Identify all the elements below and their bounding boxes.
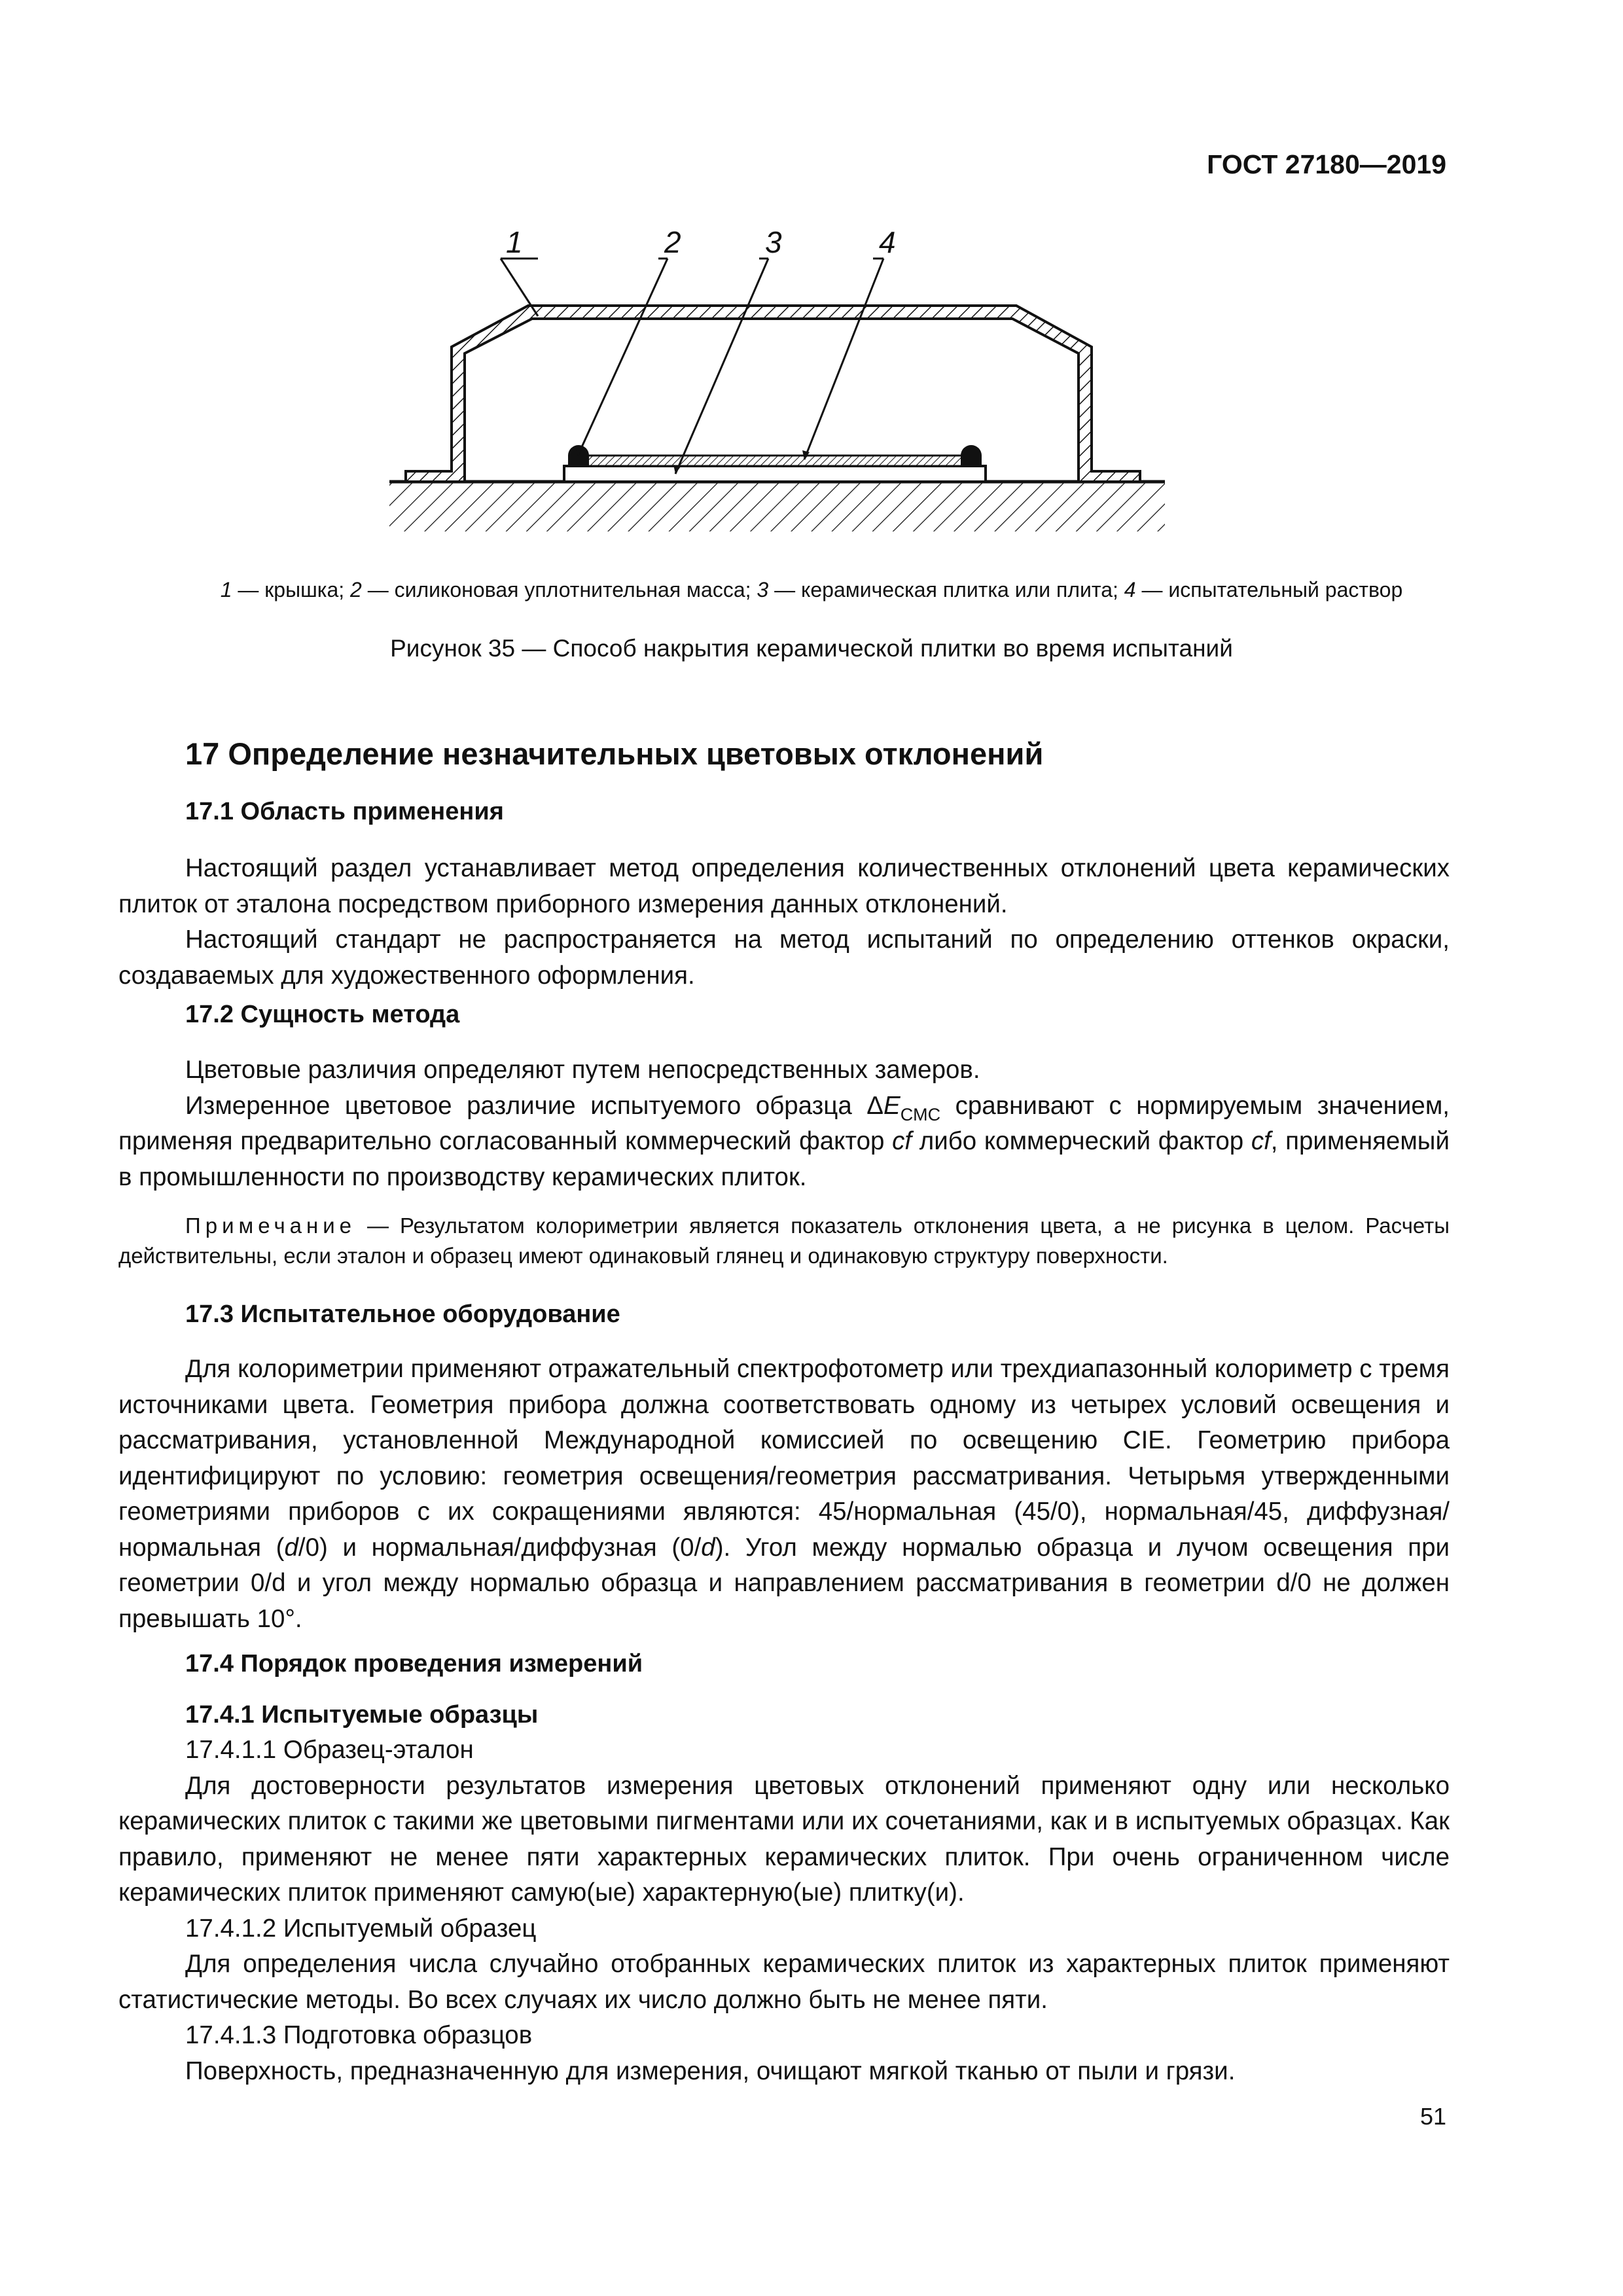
text-run: ). Угол между нормалью образца и лучом освещения при геометрии 0/d и угол между нормалью образца и направлением рассматривания в геометрии d/0 не должен превышать 10°. bbox=[118, 1533, 1450, 1633]
paragraph: Для определения числа случайно отобранных керамических плиток из характерных плиток применяют статистические методы. Во всех случаях их число должно быть не менее пяти. bbox=[118, 1950, 1450, 2014]
paragraph: Настоящий раздел устанавливает метод определения количественных отклонений цвета керамических плиток от эталона посредством приборного измерения данных отклонений. bbox=[118, 854, 1450, 918]
section-17-3-heading: 17.3 Испытательное оборудование bbox=[185, 1300, 620, 1328]
callout-label-1: 1 bbox=[506, 225, 523, 259]
figure-35-diagram bbox=[366, 223, 1178, 563]
paragraph bbox=[118, 1088, 1450, 1196]
section-17-title: 17 Определение незначительных цветовых отклонений bbox=[185, 736, 1044, 771]
section-17-4-heading: 17.4 Порядок проведения измерений bbox=[185, 1650, 643, 1677]
text-run: , применяемый в промышленности по производству керамических плиток. bbox=[118, 1127, 1450, 1191]
text-run: сравнивают с нормируемым значением, применяя предварительно согласованный коммерческий фактор bbox=[118, 1091, 1450, 1155]
d-symbol: d bbox=[284, 1533, 298, 1562]
paragraph bbox=[118, 1352, 1450, 1637]
paragraph: Цветовые различия определяют путем непосредственных замеров. bbox=[185, 1056, 980, 1084]
test-solution bbox=[580, 456, 970, 466]
paragraph: Поверхность, предназначенную для измерения, очищают мягкой тканью от пыли и грязи. bbox=[185, 2056, 1236, 2085]
leader-line-3 bbox=[675, 259, 768, 474]
note-text: — Результатом колориметрии является показатель отклонения цвета, а не рисунка в целом. Расчеты действительны, если эталон и образец имеют одинаковый глянец и одинаковую структуру поверхности. bbox=[118, 1213, 1450, 1268]
section-17-3-body bbox=[118, 1352, 1450, 1637]
text-run: Измеренное цветовое различие испытуемого образца Δ bbox=[185, 1091, 883, 1120]
paragraph: Настоящий стандарт не распространяется на метод испытаний по определению оттенков окраски, создаваемых для художественного оформления. bbox=[118, 925, 1450, 990]
leader-line-1 bbox=[501, 259, 538, 316]
legend-text: — испытательный раствор bbox=[1135, 578, 1403, 601]
legend-num: 2 bbox=[350, 578, 362, 601]
symbol-e: E bbox=[883, 1091, 901, 1120]
legend-num: 1 bbox=[220, 578, 232, 601]
d-symbol: d bbox=[701, 1533, 715, 1562]
legend-num: 3 bbox=[757, 578, 769, 601]
section-17-1-body bbox=[118, 851, 1450, 994]
subclause-title: 17.4.1.2 Испытуемый образец bbox=[185, 1914, 537, 1943]
paragraph: Для достоверности результатов измерения цветовых отклонений применяют одну или несколько керамических плиток с такими же цветовыми пигментами или их сочетаниями, как и в испытуемых образцах. Как правило, применяют не менее пяти характерных керамических плиток. При очень ограниченном числе керамических плиток применяют самую(ые) характерную(ые) плитку(и). bbox=[118, 1771, 1450, 1907]
subclause-title: 17.4.1.1 Образец-эталон bbox=[185, 1736, 474, 1764]
leader-line-2 bbox=[578, 259, 668, 456]
subclause-title: 17.4.1.3 Подготовка образцов bbox=[185, 2021, 533, 2049]
callout-label-4: 4 bbox=[879, 225, 896, 259]
symbol-subscript: CMC bbox=[900, 1104, 941, 1124]
legend-num: 4 bbox=[1124, 578, 1136, 601]
text-run: /0) и нормальная/диффузная (0/ bbox=[298, 1533, 702, 1562]
text-run: Для колориметрии применяют отражательный спектрофотометр или трехдиапазонный колориметр с тремя источниками цвета. Геометрия прибора должна соответствовать одному из четырех условий освещения и рассматривания, установленной Международной комиссией по освещению CIE. Геометрию прибора идентифицируют по условию: геометрия освещения/геометрия рассматривания. Четырьмя утвержденными геометриями приборов с их сокращениями являются: 45/нормальная (45/0), нормальная/45, диффузная/нормальная ( bbox=[118, 1355, 1450, 1562]
section-17-4-1-heading: 17.4.1 Испытуемые образцы bbox=[185, 1701, 539, 1729]
cf-symbol: cf bbox=[1251, 1127, 1271, 1155]
text-run: либо коммерческий фактор bbox=[912, 1127, 1251, 1155]
note-block bbox=[118, 1211, 1450, 1271]
section-17-2-body bbox=[118, 1052, 1450, 1195]
ground-base bbox=[389, 482, 1165, 531]
ceramic-tile bbox=[564, 466, 986, 482]
note-paragraph bbox=[118, 1211, 1450, 1271]
page-number: 51 bbox=[1419, 2103, 1446, 2130]
silicone-seal-right bbox=[961, 445, 982, 466]
legend-text: — силиконовая уплотнительная масса; bbox=[361, 578, 757, 601]
section-17-1-heading: 17.1 Область применения bbox=[185, 798, 504, 825]
figure-caption: Рисунок 35 — Способ накрытия керамической плитки во время испытаний bbox=[390, 635, 1233, 662]
cf-symbol: cf bbox=[892, 1127, 912, 1155]
legend-text: — крышка; bbox=[232, 578, 351, 601]
section-17-4-1-body bbox=[118, 1732, 1450, 2089]
callout-label-3: 3 bbox=[765, 225, 782, 259]
note-label: Примечание bbox=[185, 1213, 357, 1238]
section-17-2-heading: 17.2 Сущность метода bbox=[185, 1001, 460, 1028]
callout-label-2: 2 bbox=[664, 225, 681, 259]
leader-line-4 bbox=[804, 259, 883, 459]
figure-legend bbox=[157, 575, 1466, 605]
legend-text: — керамическая плитка или плита; bbox=[768, 578, 1124, 601]
standard-code: ГОСТ 27180—2019 bbox=[1207, 149, 1446, 179]
